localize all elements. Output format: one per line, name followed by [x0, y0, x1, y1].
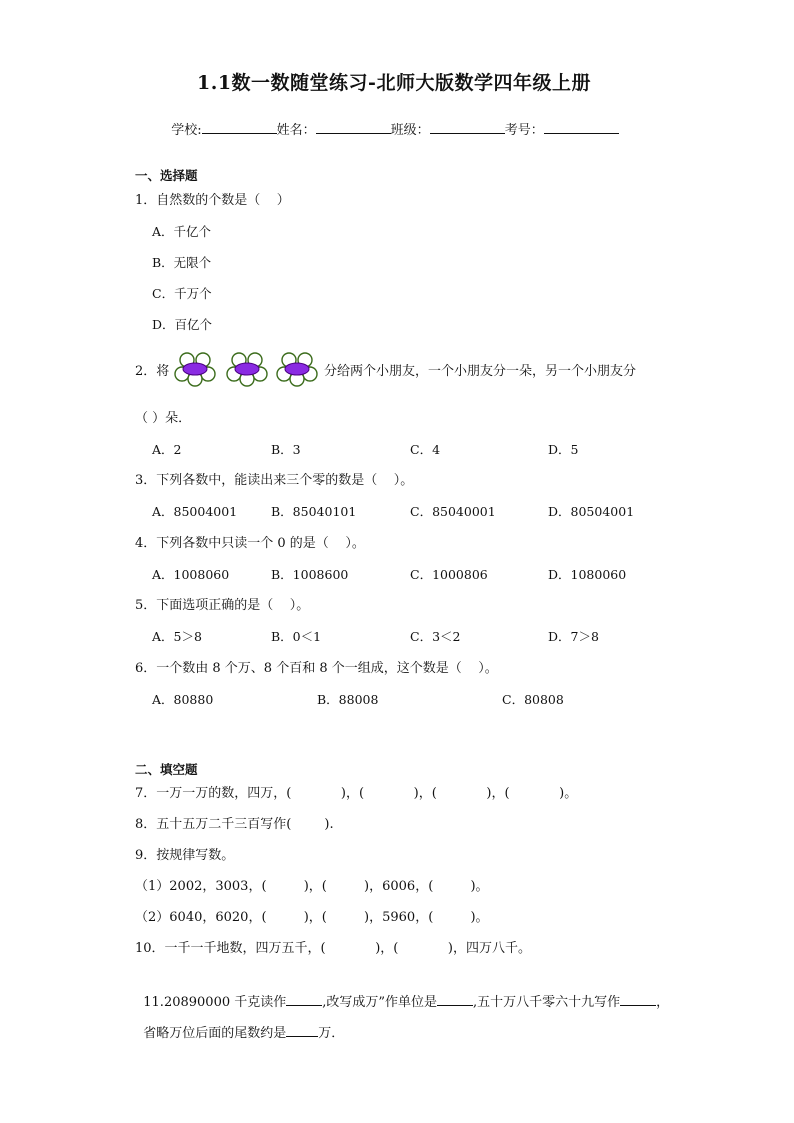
q4-option-b[interactable]: B．1008600: [271, 567, 349, 582]
q1-option-d[interactable]: D．百亿个: [152, 317, 213, 332]
q11-line2-text: 省略万位后面的尾数约是: [143, 1026, 287, 1041]
q3-option-d[interactable]: D．80504001: [548, 504, 635, 519]
q11-blank-approx[interactable]: [286, 1022, 318, 1037]
q6-option-b[interactable]: B．88008: [317, 692, 379, 707]
q5-option-b[interactable]: B．0＜1: [271, 629, 322, 644]
q8-text: 8．五十五万二千三百写作( ).: [135, 817, 334, 832]
q3-stem: 3．下列各数中，能读出来三个零的数是（ ）。: [135, 473, 414, 488]
section-fill-heading: 二、填空题: [135, 762, 198, 777]
q9-part2: （2）6040，6020，( )，( )，5960，( )。: [135, 910, 489, 925]
q1-option-c[interactable]: C．千万个: [152, 286, 212, 301]
class-blank[interactable]: [430, 119, 505, 134]
section-choice-heading: 一、选择题: [135, 168, 198, 183]
q11-blank-write[interactable]: [620, 991, 656, 1006]
q11-line2-end: 万．: [318, 1026, 345, 1041]
q2-option-c[interactable]: C．4: [410, 442, 441, 457]
q6-option-a[interactable]: A．80880: [152, 692, 214, 707]
q3-option-b[interactable]: B．85040101: [271, 504, 357, 519]
q11-part3: ,五十万八千零六十九写作: [473, 995, 621, 1010]
q5-stem: 5．下面选项正确的是（ ）。: [135, 598, 310, 613]
q11-part2: ,改写成万”作单位是: [322, 995, 438, 1010]
flower-icon: [276, 352, 318, 388]
q4-option-d[interactable]: D．1080060: [548, 567, 627, 582]
name-blank[interactable]: [316, 119, 391, 134]
q6-stem: 6．一个数由 8 个万、8 个百和 8 个一组成，这个数是（ ）。: [135, 661, 498, 676]
q1-stem: 1．自然数的个数是（ ）: [135, 193, 290, 208]
q9-text: 9．按规律写数。: [135, 848, 235, 863]
school-blank[interactable]: [202, 119, 277, 134]
q9-part1: （1）2002，3003，( )，( )，6006，( )。: [135, 879, 489, 894]
q2-continuation: （ ）朵．: [135, 411, 192, 426]
q11-part1: 11.20890000 千克读作: [143, 995, 287, 1010]
name-label: 姓名：: [276, 123, 316, 138]
number-blank[interactable]: [544, 119, 619, 134]
q5-option-d[interactable]: D．7＞8: [548, 629, 599, 644]
q11-blank-wan[interactable]: [437, 991, 473, 1006]
q2-option-a[interactable]: A．2: [152, 442, 182, 457]
q2-option-d[interactable]: D．5: [548, 442, 579, 457]
flower-icon: [174, 352, 216, 388]
q4-option-a[interactable]: A．1008060: [152, 567, 230, 582]
q5-option-c[interactable]: C．3＜2: [410, 629, 461, 644]
q6-option-c[interactable]: C．80808: [502, 692, 564, 707]
q4-option-c[interactable]: C．1000806: [410, 567, 488, 582]
class-label: 班级：: [390, 123, 430, 138]
page-title: 1.1数一数随堂练习-北师大版数学四年级上册: [197, 72, 591, 94]
school-label: 学校:: [171, 123, 202, 138]
q4-stem: 4．下列各数中只读一个 0 的是（ ）。: [135, 536, 365, 551]
q10-text: 10．一千一千地数，四万五千，( )，( )，四万八千。: [135, 941, 532, 956]
q3-option-a[interactable]: A．85004001: [152, 504, 238, 519]
q1-option-b[interactable]: B．无限个: [152, 255, 212, 270]
q11-part4: ，: [656, 995, 670, 1010]
q2-suffix: 分给两个小朋友，一个小朋友分一朵，另一个小朋友分: [324, 364, 637, 379]
flower-icon: [226, 352, 268, 388]
student-info-line: [163, 104, 619, 138]
q5-option-a[interactable]: A．5＞8: [152, 629, 202, 644]
q11-line2: [135, 1002, 344, 1044]
q2-prefix: 2．将: [135, 364, 170, 379]
q2-option-b[interactable]: B．3: [271, 442, 301, 457]
q1-option-a[interactable]: A．千亿个: [152, 224, 212, 239]
number-label: 考号：: [504, 123, 544, 138]
q7-text: 7．一万一万的数，四万，( )，( )，( )，( )。: [135, 786, 578, 801]
q3-option-c[interactable]: C．85040001: [410, 504, 496, 519]
